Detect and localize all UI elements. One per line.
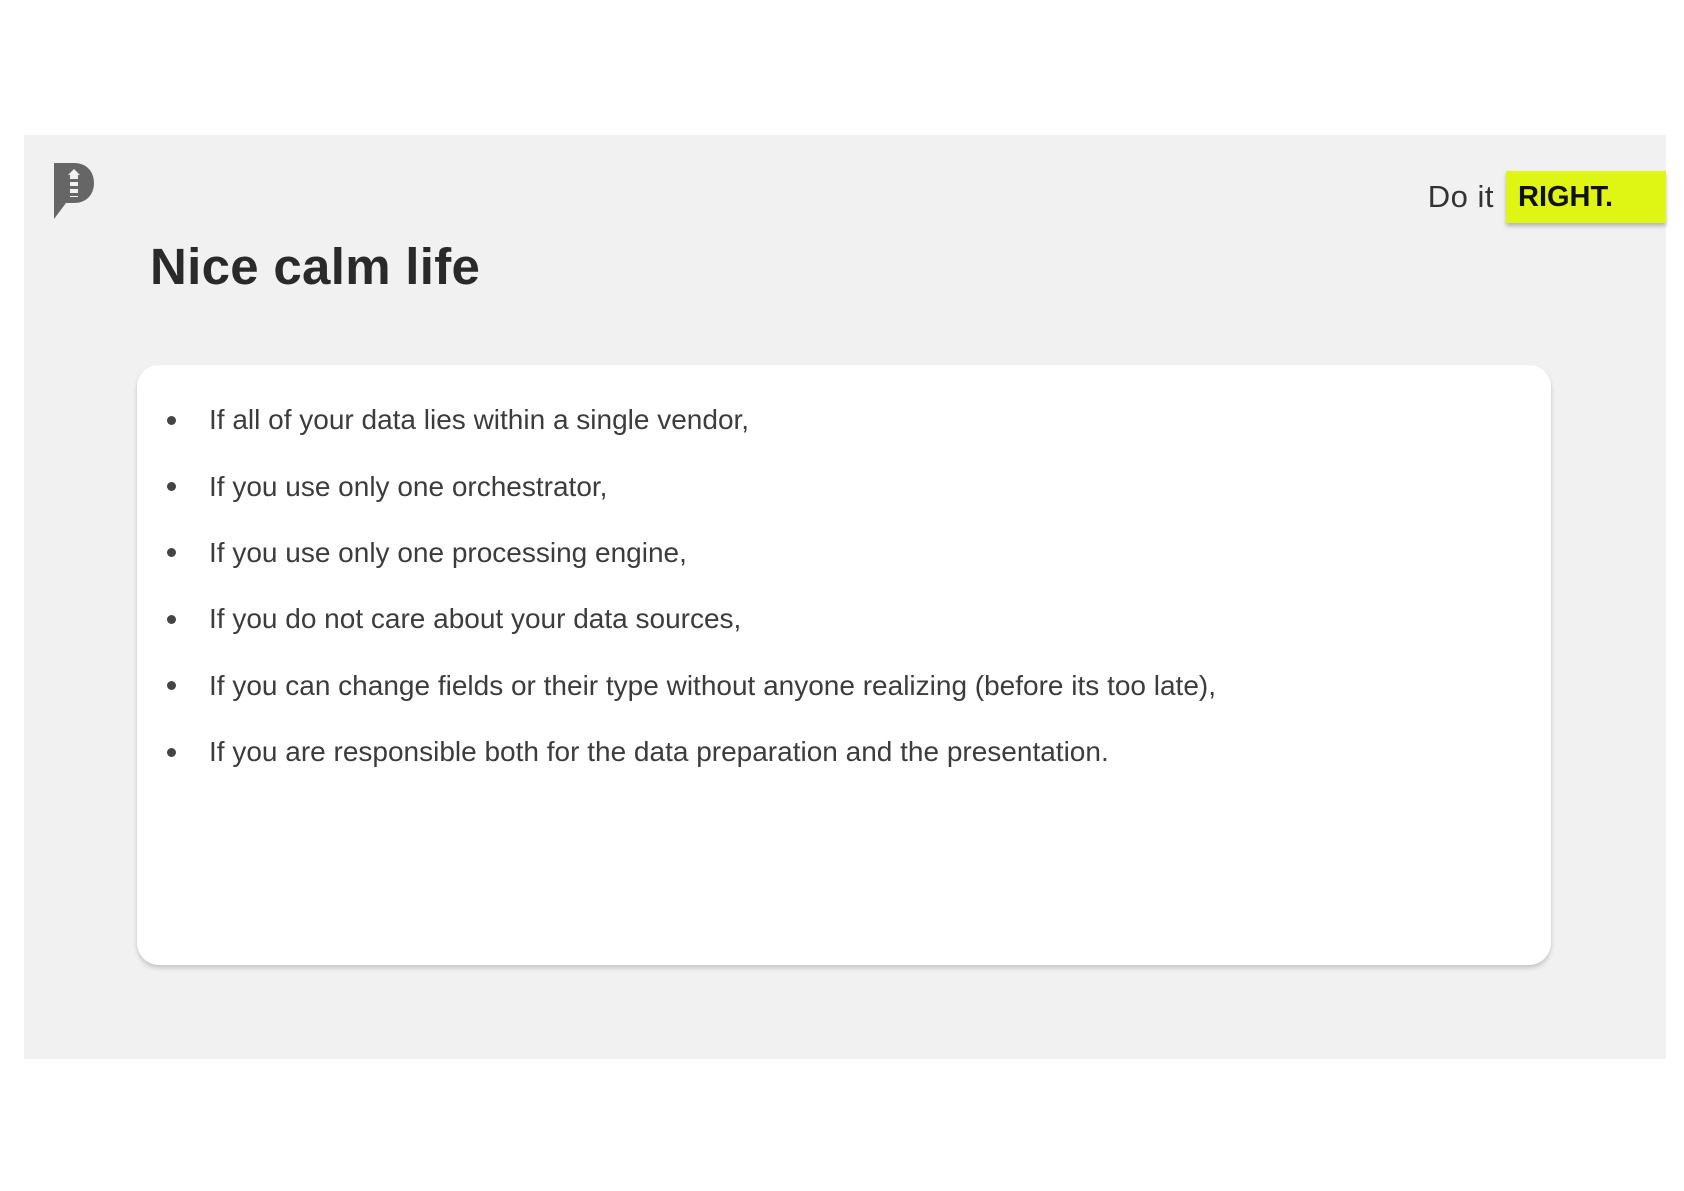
list-item-text: If all of your data lies within a single vendor, xyxy=(209,404,750,436)
list-item-text: If you use only one orchestrator, xyxy=(209,470,608,502)
lighthouse-p-logo-icon xyxy=(52,161,96,221)
bullet-icon xyxy=(167,681,176,690)
list-item xyxy=(167,453,1216,519)
tagline-text: Do it xyxy=(1427,179,1494,214)
slide xyxy=(24,135,1666,1059)
page-title: Nice calm life xyxy=(150,238,481,295)
list-item-text: If you use only one processing engine, xyxy=(209,536,687,568)
list-item xyxy=(167,387,1216,453)
bullet-icon xyxy=(167,548,176,557)
list-item-text: If you do not care about your data sources, xyxy=(209,603,742,635)
list-item xyxy=(167,719,1216,785)
list-item xyxy=(167,586,1216,652)
tagline-badge: RIGHT. xyxy=(1506,171,1666,223)
bullet-icon xyxy=(167,748,176,757)
list-item xyxy=(167,520,1216,586)
list-item-text: If you are responsible both for the data preparation and the presentation. xyxy=(209,736,1109,768)
bullet-icon xyxy=(167,416,176,425)
tagline xyxy=(1428,171,1666,223)
bullet-icon xyxy=(167,615,176,624)
bullet-icon xyxy=(167,482,176,491)
bullet-list xyxy=(167,387,1216,785)
content-card xyxy=(137,365,1551,965)
list-item xyxy=(167,653,1216,719)
list-item-text: If you can change fields or their type without anyone realizing (before its too late), xyxy=(209,669,1217,701)
